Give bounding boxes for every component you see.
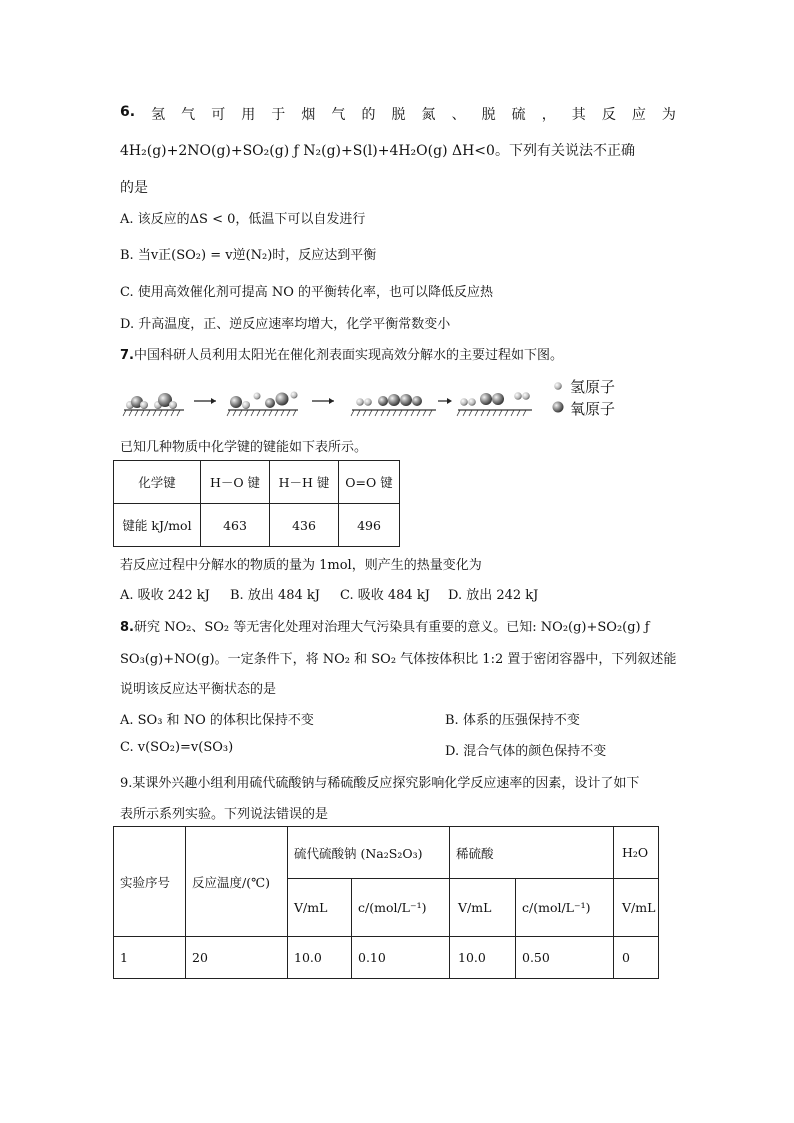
table-cell: 1	[114, 937, 186, 979]
catalyst-surface-stage-1	[123, 393, 184, 416]
q9-number: 9.	[120, 776, 133, 791]
q6-char: 于	[271, 107, 286, 123]
q6-char: 气	[181, 107, 196, 123]
arrow-right-icon	[438, 398, 452, 404]
q7-option-b: B. 放出 484 kJ	[230, 588, 320, 603]
q8-line-3: 说明该反应达平衡状态的是	[120, 682, 277, 697]
q6-char: 烟	[301, 107, 316, 123]
table-header: 稀硫酸	[450, 827, 614, 879]
q9-line-2: 表所示系列实验。下列说法错误的是	[120, 807, 329, 822]
q6-char: 应	[631, 107, 646, 123]
water-splitting-diagram	[120, 378, 640, 418]
q8-option-a: A. SO₃ 和 NO 的体积比保持不变	[120, 713, 314, 728]
q7-number: 7.	[120, 348, 134, 363]
table-cell: 463	[201, 504, 270, 547]
table-header: H－O 键	[201, 461, 270, 504]
table-subheader: V/mL	[614, 879, 659, 937]
q6-char: 气	[331, 107, 346, 123]
table-cell: 436	[270, 504, 339, 547]
q6-char: 的	[361, 107, 376, 123]
catalyst-surface-stage-4	[457, 392, 532, 416]
q6-char: 脱	[481, 107, 496, 123]
q8-line-2: SO₃(g)+NO(g)。一定条件下，将 NO₂ 和 SO₂ 气体按体积比 1:2 置于密闭容器中，下列叙述能	[120, 652, 677, 667]
q8-line-1	[120, 616, 650, 635]
q6-stem-end: 的是	[120, 180, 148, 196]
catalyst-surface-stage-3	[351, 394, 436, 416]
q6-stem-line	[120, 104, 676, 124]
q7-option-d: D. 放出 242 kJ	[448, 588, 539, 603]
q6-char: ，	[541, 107, 556, 123]
q7-question: 若反应过程中分解水的物质的量为 1mol，则产生的热量变化为	[120, 558, 482, 573]
q6-char: 其	[571, 107, 586, 123]
table-header: 硫代硫酸钠 (Na₂S₂O₃)	[288, 827, 450, 879]
table-cell: 496	[339, 504, 400, 547]
oxygen-atom-icon	[553, 402, 564, 413]
q6-char: 氮	[421, 107, 436, 123]
hydrogen-atom-icon	[554, 382, 562, 390]
arrow-right-icon	[312, 398, 334, 404]
q6-option-a: A. 该反应的ΔS < 0，低温下可以自发进行	[120, 212, 366, 227]
q7-stem	[120, 344, 563, 363]
q8-text-1: 研究 NO₂、SO₂ 等无害化处理对治理大气污染具有重要的意义。已知: NO₂(g)+SO₂(g) ƒ	[133, 620, 650, 635]
table-cell: 0.50	[516, 937, 614, 979]
q6-option-c: C. 使用高效催化剂可提高 NO 的平衡转化率，也可以降低反应热	[120, 285, 494, 300]
q6-char: 脱	[391, 107, 406, 123]
table-row-label: 键能 kJ/mol	[114, 504, 201, 547]
q9-text-1: 某课外兴趣小组利用硫代硫酸钠与稀硫酸反应探究影响化学反应速率的因素，设计了如下	[132, 776, 640, 791]
table-cell: 20	[186, 937, 288, 979]
q7-option-a: A. 吸收 242 kJ	[120, 588, 210, 603]
q7-stem-text: 中国科研人员利用太阳光在催化剂表面实现高效分解水的主要过程如下图。	[133, 348, 563, 363]
table-header: H₂O	[614, 827, 659, 879]
table-header: 实验序号	[114, 827, 186, 937]
table-subheader: c/(mol/L⁻¹)	[516, 879, 614, 937]
q7-option-c: C. 吸收 484 kJ	[340, 588, 430, 603]
q6-char: 、	[451, 107, 466, 123]
q8-option-c: C. v(SO₂)=v(SO₃)	[120, 740, 234, 755]
q6-equation-tail: 。下列有关说法不正确	[494, 143, 635, 159]
table-cell: 0	[614, 937, 659, 979]
q6-option-d: D. 升高温度，正、逆反应速率均增大，化学平衡常数变小	[120, 317, 451, 332]
table-cell: 0.10	[352, 937, 450, 979]
experiment-table	[113, 826, 659, 979]
q7-table-intro: 已知几种物质中化学键的键能如下表所示。	[120, 440, 368, 455]
table-header: H－H 键	[270, 461, 339, 504]
q6-equation-line	[120, 140, 635, 160]
q6-char: 为	[661, 107, 676, 123]
q6-char: 可	[211, 107, 226, 123]
table-header: 反应温度/(℃)	[186, 827, 288, 937]
arrow-right-icon	[194, 398, 216, 404]
q6-number: 6.	[120, 104, 136, 120]
q6-char: 硫	[511, 107, 526, 123]
table-header: 化学键	[114, 461, 201, 504]
table-cell: 10.0	[450, 937, 516, 979]
q6-char: 氢	[151, 107, 166, 123]
table-header: O=O 键	[339, 461, 400, 504]
table-subheader: V/mL	[450, 879, 516, 937]
bond-energy-table	[113, 460, 400, 547]
q6-equation: 4H₂(g)+2NO(g)+SO₂(g) ƒ N₂(g)+S(l)+4H₂O(g) ΔH<0	[120, 143, 495, 159]
q9-line-1	[120, 772, 639, 791]
q8-number: 8.	[120, 620, 134, 635]
catalyst-surface-stage-2	[227, 392, 298, 417]
q8-option-d: D. 混合气体的颜色保持不变	[445, 744, 607, 759]
table-subheader: c/(mol/L⁻¹)	[352, 879, 450, 937]
table-cell: 10.0	[288, 937, 352, 979]
table-subheader: V/mL	[288, 879, 352, 937]
q6-char: 用	[241, 107, 256, 123]
legend-hydrogen: 氢原子	[570, 378, 616, 396]
q8-option-b: B. 体系的压强保持不变	[445, 713, 580, 728]
q6-char: 反	[601, 107, 616, 123]
q6-option-b: B. 当v正(SO₂) = v逆(N₂)时，反应达到平衡	[120, 248, 377, 263]
legend-oxygen: 氧原子	[570, 400, 616, 418]
